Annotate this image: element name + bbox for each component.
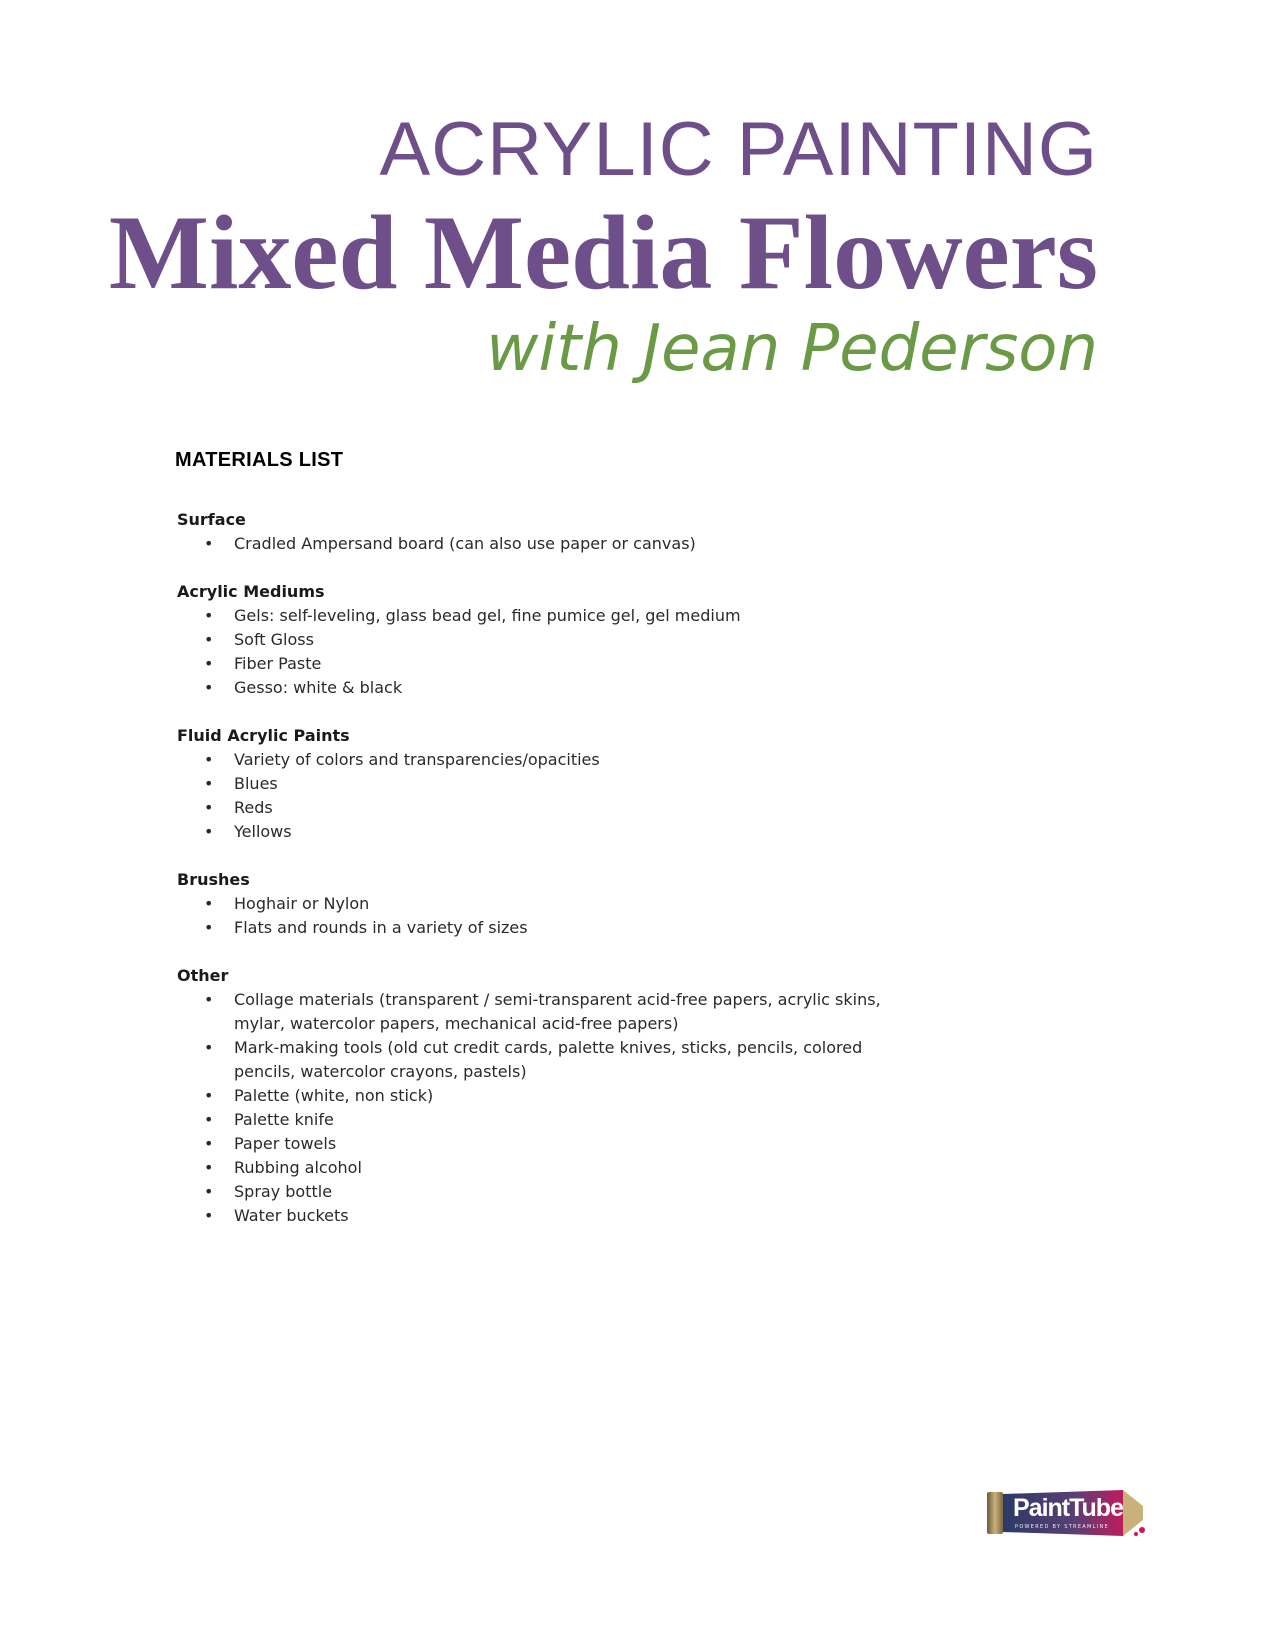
item-text: Collage materials (transparent / semi-transparent acid-free papers, acrylic skins, mylar, watercolor papers, mechanical acid-free papers) — [234, 990, 881, 1033]
list-item — [177, 532, 897, 556]
item-text: Palette (white, non stick) — [234, 1086, 434, 1105]
section-items — [177, 532, 897, 556]
item-text: Variety of colors and transparencies/opacities — [234, 750, 600, 769]
materials-section — [177, 580, 897, 700]
bullet-icon: • — [204, 798, 214, 817]
item-text: Yellows — [234, 822, 292, 841]
list-item — [177, 628, 897, 652]
bullet-icon: • — [204, 654, 214, 673]
item-text: Gels: self-leveling, glass bead gel, fine pumice gel, gel medium — [234, 606, 741, 625]
bullet-icon: • — [204, 1158, 214, 1177]
list-item — [177, 1204, 897, 1228]
list-item — [177, 748, 897, 772]
bullet-icon: • — [204, 1182, 214, 1201]
section-title: Acrylic Mediums — [177, 582, 325, 601]
section-items — [177, 988, 897, 1228]
banner-title: Mixed Media Flowers — [108, 194, 1098, 311]
item-text: Gesso: white & black — [234, 678, 403, 697]
item-text: Flats and rounds in a variety of sizes — [234, 918, 528, 937]
item-text: Cradled Ampersand board (can also use paper or canvas) — [234, 534, 696, 553]
bullet-icon: • — [204, 606, 214, 625]
list-item — [177, 604, 897, 628]
logo-wordmark — [1013, 1494, 1123, 1523]
list-item — [177, 796, 897, 820]
bullet-icon: • — [204, 630, 214, 649]
materials-section — [177, 868, 897, 940]
list-item — [177, 1156, 897, 1180]
item-text: Reds — [234, 798, 273, 817]
item-text: Hoghair or Nylon — [234, 894, 370, 913]
bullet-icon: • — [204, 918, 214, 937]
list-item — [177, 1180, 897, 1204]
list-item — [177, 820, 897, 844]
section-title: Fluid Acrylic Paints — [177, 726, 350, 745]
list-item — [177, 1132, 897, 1156]
materials-section — [177, 724, 897, 844]
bullet-icon: • — [204, 1206, 214, 1225]
bullet-icon: • — [204, 750, 214, 769]
item-text: Palette knife — [234, 1110, 334, 1129]
list-item — [177, 676, 897, 700]
painttube-logo — [985, 1486, 1150, 1540]
item-text: Rubbing alcohol — [234, 1158, 362, 1177]
list-item — [177, 1036, 897, 1084]
bullet-icon: • — [204, 678, 214, 697]
bullet-icon: • — [204, 1110, 214, 1129]
materials-section — [177, 964, 897, 1228]
logo-word-tube: Tube — [1069, 1494, 1123, 1522]
list-item — [177, 652, 897, 676]
logo-tagline: POWERED BY STREAMLINE — [1015, 1524, 1109, 1530]
list-item — [177, 1084, 897, 1108]
materials-heading: MATERIALS LIST — [175, 449, 344, 471]
banner-category: ACRYLIC PAINTING — [379, 107, 1098, 192]
item-text: Soft Gloss — [234, 630, 314, 649]
item-text: Fiber Paste — [234, 654, 322, 673]
item-text: Mark-making tools (old cut credit cards, palette knives, sticks, pencils, colored pencils, watercolor crayons, pastels) — [234, 1038, 863, 1081]
item-text: Blues — [234, 774, 278, 793]
section-title: Brushes — [177, 870, 250, 889]
item-text: Paper towels — [234, 1134, 337, 1153]
bullet-icon: • — [204, 822, 214, 841]
list-item — [177, 892, 897, 916]
list-item — [177, 772, 897, 796]
item-text: Water buckets — [234, 1206, 349, 1225]
materials-list — [177, 508, 897, 1252]
list-item — [177, 988, 897, 1036]
bullet-icon: • — [204, 894, 214, 913]
logo-word-paint: Paint — [1013, 1494, 1070, 1522]
bullet-icon: • — [204, 774, 214, 793]
bullet-icon: • — [204, 534, 214, 553]
item-text: Spray bottle — [234, 1182, 333, 1201]
list-item — [177, 1108, 897, 1132]
section-items — [177, 892, 897, 940]
list-item — [177, 916, 897, 940]
bullet-icon: • — [204, 1086, 214, 1105]
bullet-icon: • — [204, 1038, 214, 1057]
section-items — [177, 604, 897, 700]
section-items — [177, 748, 897, 844]
bullet-icon: • — [204, 990, 214, 1009]
section-title: Surface — [177, 510, 246, 529]
materials-section — [177, 508, 897, 556]
section-title: Other — [177, 966, 229, 985]
bullet-icon: • — [204, 1134, 214, 1153]
course-banner — [108, 88, 1110, 408]
banner-instructor: with Jean Pederson — [486, 312, 1098, 386]
